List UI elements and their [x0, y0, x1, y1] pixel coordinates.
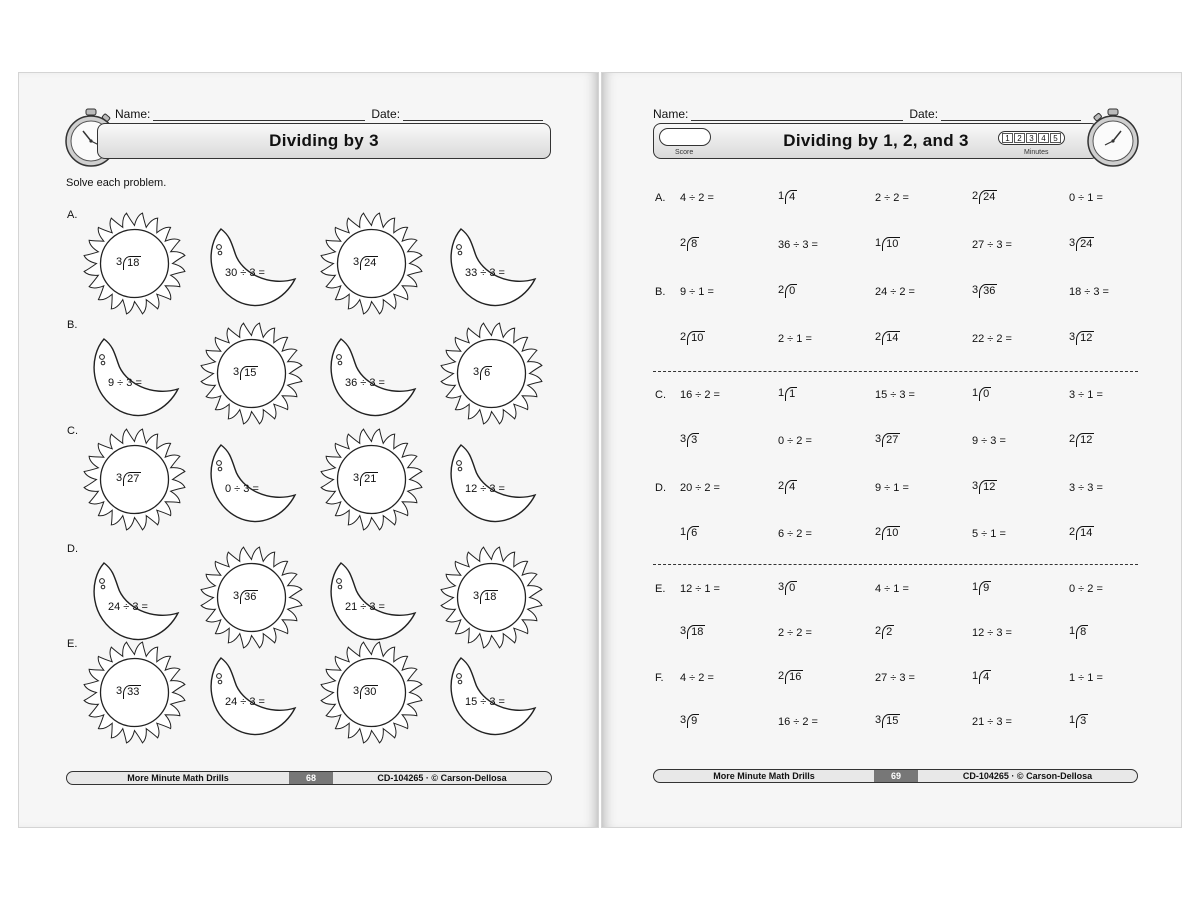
footer-book-title: More Minute Math Drills: [713, 771, 815, 781]
minute-5[interactable]: 5: [1050, 133, 1061, 143]
division-problem: 12 ÷ 1 =: [680, 583, 720, 595]
long-division-problem: [875, 433, 900, 447]
divisor: 1: [778, 387, 785, 399]
divisor: 1: [972, 581, 979, 593]
division-problem: 12 ÷ 3 =: [465, 483, 505, 495]
long-division-problem: [680, 625, 705, 639]
date-label: Date:: [371, 107, 401, 121]
dividend: 27: [882, 433, 900, 447]
footer-code: CD-104265 · © Carson-Dellosa: [962, 771, 1093, 781]
footer-book-title: More Minute Math Drills: [127, 773, 229, 783]
division-problem: 36 ÷ 3 =: [345, 377, 385, 389]
divisor: 2: [778, 284, 785, 296]
footer-page-number: 69: [874, 770, 918, 782]
divisor: 2: [875, 625, 882, 637]
division-problem: 12 ÷ 3 =: [972, 627, 1012, 639]
long-division-problem: [972, 670, 991, 684]
divisor: 3: [233, 590, 240, 602]
long-division-problem: [1069, 237, 1094, 251]
dividend: 30: [360, 685, 378, 699]
page-footer: [66, 771, 552, 785]
footer-page-number: 68: [289, 772, 333, 784]
date-field[interactable]: [941, 109, 1081, 121]
name-label: Name:: [653, 107, 689, 121]
dividend: 18: [480, 590, 498, 604]
sun-problem: [82, 211, 187, 316]
division-problem: 4 ÷ 2 =: [680, 192, 714, 204]
dividend: 33: [123, 685, 141, 699]
long-division-problem: [972, 480, 997, 494]
long-division-problem: [972, 387, 991, 401]
dividend: 0: [785, 284, 797, 298]
divisor: 2: [1069, 526, 1076, 538]
division-problem: 9 ÷ 3 =: [108, 377, 142, 389]
division-problem: 20 ÷ 2 =: [680, 482, 720, 494]
long-division-problem: [875, 625, 894, 639]
moon-problem: [439, 211, 544, 316]
name-date-line: [115, 107, 549, 121]
dividend: 18: [123, 256, 141, 270]
long-division-problem: [1069, 331, 1094, 345]
long-division-problem: [778, 480, 797, 494]
minute-4[interactable]: 4: [1038, 133, 1049, 143]
row-label: E.: [67, 638, 78, 650]
dividend: 36: [240, 590, 258, 604]
long-division-problem: [116, 685, 141, 699]
divisor: 3: [353, 256, 360, 268]
row-label: A.: [655, 192, 666, 204]
minutes-label: Minutes: [1024, 149, 1049, 156]
long-division-problem: [473, 590, 498, 604]
right-worksheet-page: [601, 72, 1182, 828]
division-problem: 9 ÷ 1 =: [875, 482, 909, 494]
dividend: 27: [123, 472, 141, 486]
dividend: 2: [882, 625, 894, 639]
crescent-moon-icon: [439, 640, 544, 745]
division-problem: 21 ÷ 3 =: [345, 601, 385, 613]
crescent-moon-icon: [319, 545, 424, 650]
divisor: 3: [353, 472, 360, 484]
division-problem: 3 ÷ 1 =: [1069, 389, 1103, 401]
divisor: 3: [680, 625, 687, 637]
division-problem: 30 ÷ 3 =: [225, 267, 265, 279]
dividend: 8: [1076, 625, 1088, 639]
divisor: 3: [116, 256, 123, 268]
left-worksheet-page: [18, 72, 599, 828]
sun-problem: [82, 427, 187, 532]
name-field[interactable]: [153, 109, 365, 121]
minute-1[interactable]: 1: [1002, 133, 1013, 143]
row-label: D.: [67, 543, 78, 555]
division-problem: 33 ÷ 3 =: [465, 267, 505, 279]
sun-problem: [439, 545, 544, 650]
moon-problem: [199, 640, 304, 745]
sun-problem: [82, 640, 187, 745]
name-date-line: [653, 107, 1087, 121]
date-field[interactable]: [403, 109, 543, 121]
worksheet-title-bar: [97, 123, 551, 159]
moon-problem: [82, 321, 187, 426]
instructions: Solve each problem.: [66, 177, 167, 189]
long-division-problem: [1069, 714, 1088, 728]
long-division-problem: [875, 331, 900, 345]
dividend: 15: [882, 714, 900, 728]
dividend: 12: [1076, 433, 1094, 447]
divisor: 2: [778, 480, 785, 492]
page-footer: [653, 769, 1138, 783]
long-division-problem: [875, 237, 900, 251]
moon-problem: [439, 640, 544, 745]
dividend: 0: [785, 581, 797, 595]
division-problem: 16 ÷ 2 =: [778, 716, 818, 728]
division-problem: 1 ÷ 1 =: [1069, 672, 1103, 684]
divisor: 3: [680, 433, 687, 445]
divisor: 2: [778, 670, 785, 682]
sun-problem: [199, 321, 304, 426]
moon-problem: [319, 545, 424, 650]
minute-3[interactable]: 3: [1026, 133, 1037, 143]
long-division-problem: [116, 472, 141, 486]
long-division-problem: [875, 714, 900, 728]
row-label: C.: [655, 389, 666, 401]
divisor: 2: [1069, 433, 1076, 445]
division-problem: 5 ÷ 1 =: [972, 528, 1006, 540]
division-problem: 24 ÷ 2 =: [875, 286, 915, 298]
dividend: 8: [687, 237, 699, 251]
moon-problem: [199, 211, 304, 316]
division-problem: 15 ÷ 3 =: [465, 696, 505, 708]
page-title: Dividing by 3: [269, 131, 379, 150]
divisor: 2: [680, 237, 687, 249]
long-division-problem: [233, 366, 258, 380]
divisor: 1: [1069, 714, 1076, 726]
dividend: 24: [979, 190, 997, 204]
long-division-problem: [353, 685, 378, 699]
crescent-moon-icon: [82, 545, 187, 650]
row-label: B.: [67, 319, 78, 331]
long-division-problem: [778, 284, 797, 298]
dividend: 16: [785, 670, 803, 684]
division-problem: 15 ÷ 3 =: [875, 389, 915, 401]
division-problem: 36 ÷ 3 =: [778, 239, 818, 251]
row-label: A.: [67, 209, 78, 221]
long-division-problem: [778, 190, 797, 204]
long-division-problem: [680, 526, 699, 540]
divisor: 3: [116, 472, 123, 484]
divisor: 1: [1069, 625, 1076, 637]
sun-problem: [439, 321, 544, 426]
division-problem: 21 ÷ 3 =: [972, 716, 1012, 728]
division-problem: 27 ÷ 3 =: [875, 672, 915, 684]
dividend: 21: [360, 472, 378, 486]
division-problem: 0 ÷ 3 =: [225, 483, 259, 495]
divisor: 2: [875, 526, 882, 538]
division-problem: 0 ÷ 2 =: [1069, 583, 1103, 595]
row-label: D.: [655, 482, 666, 494]
division-problem: 4 ÷ 1 =: [875, 583, 909, 595]
divisor: 3: [473, 366, 480, 378]
divisor: 1: [875, 237, 882, 249]
divisor: 2: [972, 190, 979, 202]
crescent-moon-icon: [439, 211, 544, 316]
divisor: 3: [1069, 331, 1076, 343]
dividend: 4: [785, 190, 797, 204]
divisor: 1: [972, 387, 979, 399]
division-problem: 0 ÷ 1 =: [1069, 192, 1103, 204]
long-division-problem: [778, 581, 797, 595]
moon-problem: [82, 545, 187, 650]
long-division-problem: [972, 190, 997, 204]
long-division-problem: [116, 256, 141, 270]
dividend: 4: [785, 480, 797, 494]
divisor: 3: [875, 714, 882, 726]
name-field[interactable]: [691, 109, 903, 121]
division-problem: 24 ÷ 3 =: [225, 696, 265, 708]
row-label: E.: [655, 583, 666, 595]
dividend: 3: [687, 433, 699, 447]
dividend: 10: [687, 331, 705, 345]
divisor: 1: [680, 526, 687, 538]
dividend: 14: [1076, 526, 1094, 540]
long-division-problem: [778, 670, 803, 684]
sun-problem: [199, 545, 304, 650]
division-problem: 22 ÷ 2 =: [972, 333, 1012, 345]
division-problem: 2 ÷ 2 =: [875, 192, 909, 204]
divisor: 1: [972, 670, 979, 682]
long-division-problem: [680, 331, 705, 345]
crescent-moon-icon: [199, 640, 304, 745]
crescent-moon-icon: [199, 211, 304, 316]
division-problem: 2 ÷ 1 =: [778, 333, 812, 345]
long-division-problem: [972, 284, 997, 298]
divisor: 3: [778, 581, 785, 593]
divisor: 3: [116, 685, 123, 697]
date-label: Date:: [909, 107, 939, 121]
divisor: 2: [680, 331, 687, 343]
divisor: 3: [1069, 237, 1076, 249]
dividend: 9: [687, 714, 699, 728]
division-problem: 24 ÷ 3 =: [108, 601, 148, 613]
stopwatch-icon: [1085, 107, 1141, 169]
long-division-problem: [972, 581, 991, 595]
score-box[interactable]: [659, 128, 711, 146]
division-problem: 9 ÷ 3 =: [972, 435, 1006, 447]
division-problem: 16 ÷ 2 =: [680, 389, 720, 401]
dividend: 3: [1076, 714, 1088, 728]
dividend: 14: [882, 331, 900, 345]
dividend: 36: [979, 284, 997, 298]
moon-problem: [199, 427, 304, 532]
divisor: 3: [233, 366, 240, 378]
sun-problem: [319, 640, 424, 745]
crescent-moon-icon: [82, 321, 187, 426]
section-divider: [653, 371, 1138, 372]
dividend: 24: [360, 256, 378, 270]
divisor: 3: [353, 685, 360, 697]
row-label: F.: [655, 672, 664, 684]
dividend: 6: [480, 366, 492, 380]
long-division-problem: [778, 387, 797, 401]
dividend: 10: [882, 526, 900, 540]
crescent-moon-icon: [439, 427, 544, 532]
page-title: Dividing by 1, 2, and 3: [783, 131, 969, 150]
dividend: 6: [687, 526, 699, 540]
long-division-problem: [473, 366, 492, 380]
dividend: 4: [979, 670, 991, 684]
row-label: C.: [67, 425, 78, 437]
minute-2[interactable]: 2: [1014, 133, 1025, 143]
footer-code: CD-104265 · © Carson-Dellosa: [377, 773, 507, 783]
crescent-moon-icon: [199, 427, 304, 532]
dividend: 24: [1076, 237, 1094, 251]
divisor: 3: [680, 714, 687, 726]
divisor: 3: [473, 590, 480, 602]
division-problem: 3 ÷ 3 =: [1069, 482, 1103, 494]
long-division-problem: [875, 526, 900, 540]
divisor: 3: [972, 480, 979, 492]
moon-problem: [319, 321, 424, 426]
dividend: 12: [979, 480, 997, 494]
sun-problem: [319, 211, 424, 316]
division-problem: 27 ÷ 3 =: [972, 239, 1012, 251]
long-division-problem: [1069, 433, 1094, 447]
division-problem: 2 ÷ 2 =: [778, 627, 812, 639]
dividend: 10: [882, 237, 900, 251]
divisor: 2: [875, 331, 882, 343]
long-division-problem: [233, 590, 258, 604]
section-divider: [653, 564, 1138, 565]
dividend: 15: [240, 366, 258, 380]
long-division-problem: [680, 433, 699, 447]
moon-problem: [439, 427, 544, 532]
sun-problem: [319, 427, 424, 532]
long-division-problem: [1069, 526, 1094, 540]
long-division-problem: [680, 714, 699, 728]
division-problem: 18 ÷ 3 =: [1069, 286, 1109, 298]
minutes-selector[interactable]: [998, 131, 1065, 145]
dividend: 12: [1076, 331, 1094, 345]
divisor: 3: [972, 284, 979, 296]
dividend: 9: [979, 581, 991, 595]
score-label: Score: [675, 149, 694, 156]
name-label: Name:: [115, 107, 151, 121]
crescent-moon-icon: [319, 321, 424, 426]
division-problem: 9 ÷ 1 =: [680, 286, 714, 298]
dividend: 18: [687, 625, 705, 639]
long-division-problem: [353, 256, 378, 270]
row-label: B.: [655, 286, 666, 298]
division-problem: 0 ÷ 2 =: [778, 435, 812, 447]
division-problem: 6 ÷ 2 =: [778, 528, 812, 540]
dividend: 0: [979, 387, 991, 401]
divisor: 1: [778, 190, 785, 202]
long-division-problem: [680, 237, 699, 251]
dividend: 1: [785, 387, 797, 401]
divisor: 3: [875, 433, 882, 445]
long-division-problem: [1069, 625, 1088, 639]
long-division-problem: [353, 472, 378, 486]
division-problem: 4 ÷ 2 =: [680, 672, 714, 684]
